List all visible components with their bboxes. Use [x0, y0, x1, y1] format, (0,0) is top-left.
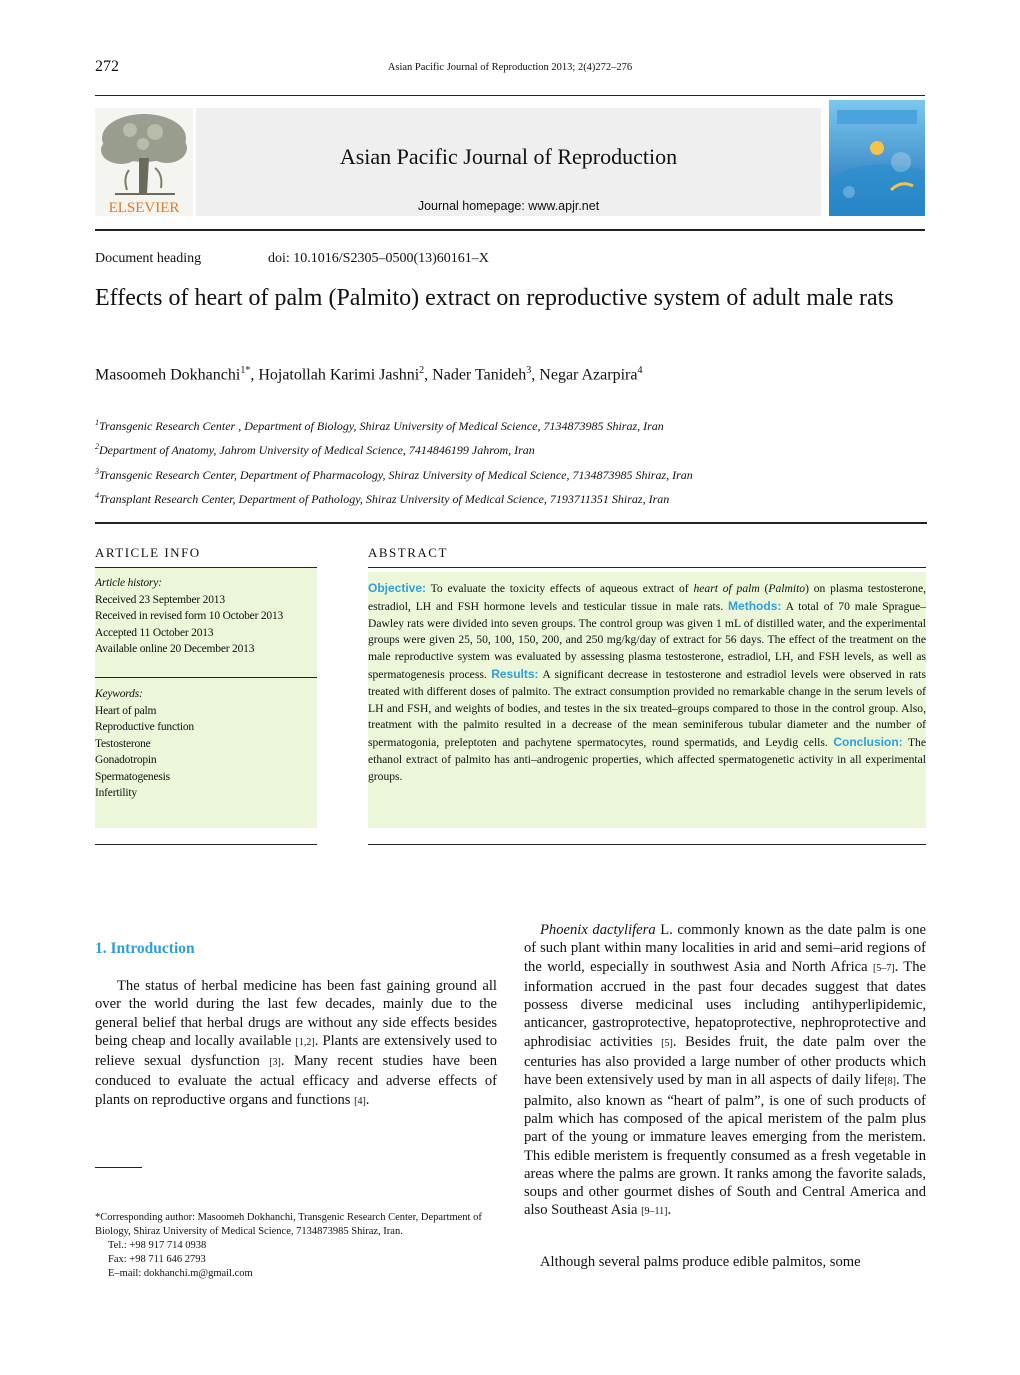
- citation: [5]: [661, 1037, 673, 1049]
- citation: [3]: [269, 1057, 281, 1069]
- citation: [4]: [354, 1095, 366, 1107]
- keyword: Testosterone: [95, 737, 151, 750]
- affiliation-text: Transgenic Research Center , Department of Biology, Shiraz University of Medical Science, 7134873985 Shiraz, Iran: [99, 419, 664, 433]
- results-text: A significant decrease in testosterone and estradiol levels were observed in rats treated with different doses of palmito. The extract consumption provided no remarkable change in the serum levels of LH and FSH, and weights of bodies, and testes in the six treated–groups compared to those in the control group. Also, treatment with the palmito resulted in a decrease of the mean seminiferous tubular diameter and the number of spermatogonia, preleptoten and pachytene spermatocytes, round spermatids, and Leydig cells.: [368, 667, 927, 750]
- history-item: Available online 20 December 2013: [95, 643, 255, 655]
- paragraph-text: . The information accrued in the past four decades suggest that dates possess diverse medicinal uses including antihyperlipidemic, anticancer, gastroprotective, hepatoprotective, nephroprotective and aphrodisiac activities: [524, 958, 926, 1050]
- elsevier-tree-logo: [95, 108, 193, 216]
- author-superscript: 2: [419, 365, 425, 376]
- affiliation: [95, 491, 925, 507]
- abstract-heading-rule: [368, 567, 926, 568]
- keyword: Spermatogenesis: [95, 770, 170, 783]
- keyword: Gonadotropin: [95, 754, 157, 766]
- objective-text: ) on plasma testosterone, estradiol, LH and FSH hormone levels and testicular tissue in male rats.: [368, 582, 927, 613]
- info-heading-rule: [95, 567, 317, 568]
- citation: [8]: [884, 1076, 896, 1088]
- doi: doi: 10.1016/S2305–0500(13)60161–X: [268, 251, 489, 266]
- citation: [1,2]: [295, 1036, 315, 1048]
- results-label: Results:: [491, 666, 539, 681]
- affiliation-text: Transgenic Research Center, Department of Pharmacology, Shiraz University of Medical Science, 7134873985 Shiraz, Iran: [99, 468, 693, 482]
- journal-cover-image: [829, 100, 925, 216]
- footnote-corresponding: *Corresponding author: Masoomeh Dokhanchi, Transgenic Research Center, Department of Biology, Shiraz University of Medical Science, 7134873985 Shiraz, Iran.: [95, 1212, 482, 1237]
- author-name: Masoomeh Dokhanchi: [95, 366, 241, 384]
- keywords-label: Keywords:: [95, 688, 143, 700]
- history-item: Accepted 11 October 2013: [95, 626, 214, 639]
- intro-paragraph: Although several palms produce edible palmitos, some: [540, 1254, 861, 1270]
- objective-italic: heart of palm: [693, 582, 760, 595]
- paragraph-text: . Many recent studies have been conduced to evaluate the actual efficacy and adverse effects of plants on reproductive organs and functions: [95, 1053, 497, 1108]
- author-name: Hojatollah Karimi Jashni: [258, 366, 420, 384]
- footnote-email: E–mail: dokhanchi.m@gmail.com: [108, 1268, 253, 1279]
- history-item: Received 23 September 2013: [95, 593, 225, 606]
- article-history: [95, 575, 317, 658]
- paragraph-text: .: [667, 1202, 672, 1219]
- affiliation-text: Transplant Research Center, Department of Pathology, Shiraz University of Medical Science, 7193711351 Shiraz, Iran: [99, 492, 670, 506]
- affiliation: [95, 418, 925, 434]
- author-name: Nader Tanideh: [432, 366, 527, 384]
- objective-label: Objective:: [368, 581, 427, 595]
- paragraph-text: L. commonly known as the date palm is one of such plant within many localities in arid and semi–arid regions of the world, especially in southwest Asia and North Africa: [524, 922, 927, 975]
- journal-homepage: Journal homepage: www.apjr.net: [417, 199, 600, 213]
- journal-name: Asian Pacific Journal of Reproduction: [339, 144, 678, 169]
- footnote-tel: Tel.: +98 917 714 0938: [108, 1240, 207, 1251]
- affiliation-divider: [95, 522, 927, 524]
- author-superscript: 1*: [240, 365, 251, 376]
- footnote-fax: Fax: +98 711 646 2793: [108, 1254, 206, 1265]
- affiliation-number: 2: [95, 442, 99, 451]
- page-number: 272: [95, 58, 119, 75]
- affiliation-number: 3: [95, 467, 99, 476]
- objective-text: To evaluate the toxicity effects of aqueous extract of: [426, 582, 694, 595]
- intro-paragraph: [95, 977, 497, 1111]
- keyword: Infertility: [95, 787, 137, 799]
- running-head: Asian Pacific Journal of Reproduction 2013; 2(4)272–276: [387, 62, 633, 73]
- author-list: Masoomeh Dokhanchi$^{1*}$, Hojatollah Karimi Jashni$^2$, Nader Tanideh$^3$, Negar Azarpira$^4$: [95, 365, 643, 384]
- paragraph-text: . Besides fruit, the date palm over the centuries has also provided a large number of other products which have been extensively used by man in all aspects of daily life: [524, 1033, 927, 1089]
- citation: [5–7]: [872, 962, 895, 974]
- footnote-rule: [95, 1167, 142, 1168]
- masthead-divider: [95, 229, 925, 231]
- paragraph-text: . Plants are extensively used to relieve sexual dysfunction: [95, 1032, 497, 1070]
- affiliation: [95, 467, 925, 483]
- affiliation-number: 1: [95, 418, 99, 427]
- author-superscript: 4: [637, 365, 643, 376]
- paragraph-text: .: [365, 1091, 370, 1108]
- publisher-name: ELSEVIER: [108, 200, 180, 216]
- article-title: Effects of heart of palm (Palmito) extract on reproductive system of adult male rats: [95, 285, 894, 311]
- affiliation-number: 4: [95, 491, 99, 500]
- abstract-text: [368, 580, 926, 786]
- author-name: Negar Azarpira: [539, 366, 638, 384]
- keyword: Heart of palm: [95, 704, 157, 717]
- species-name: Phoenix dactylifera: [540, 922, 656, 938]
- methods-label: Methods:: [728, 598, 782, 613]
- paragraph-text: The status of herbal medicine has been fast gaining ground all over the world during the last few decades, mainly due to the general belief that herbal drugs are without any side effects besides being cheap and locally available: [95, 978, 497, 1049]
- intro-paragraph: [524, 921, 926, 1222]
- history-label: Article history:: [95, 577, 162, 589]
- corresponding-author-footnote: [95, 1211, 497, 1281]
- author-superscript: 3: [526, 365, 532, 376]
- history-divider: [95, 677, 317, 678]
- affiliation-text: Department of Anatomy, Jahrom University of Medical Science, 7414846199 Jahrom, Iran: [99, 443, 535, 457]
- info-bottom-rule: [95, 844, 317, 845]
- abstract-heading: ABSTRACT: [368, 545, 448, 560]
- citation: [9–11]: [641, 1206, 668, 1218]
- methods-text: A total of 70 male Sprague–Dawley rats were divided into seven groups. The control group was given 1 mL of distilled water, and the experimental groups were given 25, 50, 100, 150, 200, and 250 mg/kg/day of extract for 56 days. The effect of the treatment on the male reproductive system was evaluated by assessing plasma testosterone, estradiol, LH, and FSH levels, as well as spermatogenesis process.: [368, 599, 926, 681]
- article-info-heading: ARTICLE INFO: [95, 545, 201, 560]
- conclusion-text: The ethanol extract of palmito has anti–androgenic properties, which affected spermatogenetic activity in all experimental groups.: [368, 736, 927, 783]
- document-heading: Document heading: [95, 251, 202, 266]
- conclusion-label: Conclusion:: [833, 735, 903, 750]
- keyword: Reproductive function: [95, 721, 194, 733]
- objective-text: (: [759, 582, 769, 595]
- abstract-bottom-rule: [368, 844, 926, 845]
- paragraph-text: . The palmito, also known as “heart of palm”, is one of such products of palm which has composed of the apical meristem of the palm plus part of the young or immature leaves emerging from the meristem. This edible meristem is frequently consumed as a fresh vegetable in areas where the palms are grown. It ranks among the favorite salads, soups and other gourmet dishes of South and Central America and also Southeast Asia: [524, 1072, 926, 1219]
- section-heading-introduction: 1. Introduction: [95, 940, 195, 957]
- keywords: [95, 686, 317, 802]
- affiliation: [95, 442, 925, 458]
- history-item: Received in revised form 10 October 2013: [95, 610, 284, 622]
- top-divider: [95, 95, 925, 96]
- objective-italic: Palmito: [768, 582, 806, 595]
